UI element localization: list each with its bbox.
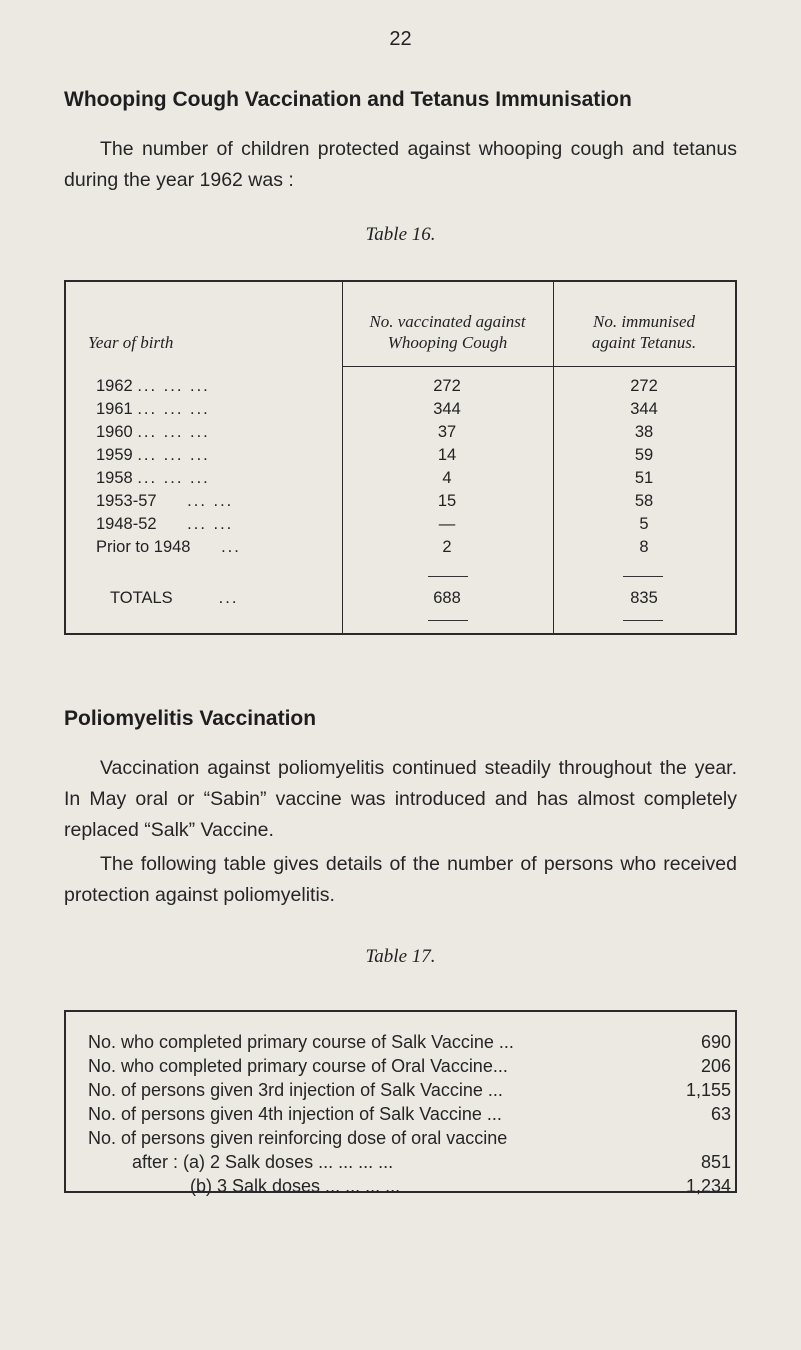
table-row — [66, 515, 735, 537]
leader-dots: ... ... — [187, 492, 234, 510]
tetanus-cell: 59 — [634, 446, 654, 464]
header-rule — [342, 366, 737, 367]
tetanus-cell: 8 — [639, 538, 649, 556]
leader-dots: ... — [218, 589, 239, 607]
sum-rule — [623, 576, 663, 577]
list-item — [88, 1056, 735, 1080]
item-label: No. who completed primary course of Oral Vaccine... — [88, 1056, 508, 1076]
tetanus-total: 835 — [630, 589, 658, 607]
year-cell — [96, 492, 233, 511]
sum-rule — [428, 576, 468, 577]
tetanus-cell: 51 — [634, 469, 654, 487]
year-value: Prior to 1948 — [96, 538, 191, 556]
table-row — [66, 538, 735, 560]
totals-label-cell — [110, 589, 238, 608]
item-label: No. who completed primary course of Salk Vaccine ... — [88, 1032, 514, 1052]
year-cell — [96, 515, 233, 534]
polio-text-1: Vaccination against poliomyelitis continued steadily throughout the year. In May oral or “Sabin” vaccine was introduced and has almost completely replaced “Salk” Vaccine. — [64, 757, 737, 841]
section-heading-poliomyelitis: Poliomyelitis Vaccination — [64, 707, 317, 730]
year-cell — [96, 538, 241, 557]
header-whooping-cough — [342, 311, 553, 353]
list-item — [88, 1128, 735, 1152]
leader-dots: ... ... — [187, 515, 234, 533]
polio-text-2: The following table gives details of the number of persons who received protection against poliomyelitis. — [64, 853, 737, 906]
polio-paragraph-2 — [64, 849, 737, 911]
page-number: 22 — [389, 28, 412, 50]
whooping-cell: 14 — [437, 446, 457, 464]
header-tetanus-line1: No. immunised — [593, 312, 695, 331]
totals-label: TOTALS — [110, 589, 173, 607]
section-heading-whooping-cough: Whooping Cough Vaccination and Tetanus Immunisation — [64, 88, 632, 111]
header-whooping-line2: Whooping Cough — [387, 333, 508, 352]
year-value: 1960 — [96, 423, 133, 441]
list-item — [88, 1152, 735, 1176]
item-value: 206 — [700, 1056, 731, 1076]
list-item — [88, 1080, 735, 1104]
item-label: No. of persons given 4th injection of Salk Vaccine ... — [88, 1104, 502, 1124]
leader-dots: ... ... ... — [137, 377, 210, 395]
table-row — [66, 469, 735, 491]
year-value: 1961 — [96, 400, 133, 418]
header-tetanus-line2: againt Tetanus. — [591, 333, 697, 352]
header-whooping-line1: No. vaccinated against — [369, 312, 526, 331]
polio-paragraph-1 — [64, 753, 737, 846]
year-value: 1959 — [96, 446, 133, 464]
item-label: No. of persons given 3rd injection of Salk Vaccine ... — [88, 1080, 503, 1100]
whooping-total: 688 — [433, 589, 461, 607]
leader-dots: ... ... ... — [137, 469, 210, 487]
tetanus-cell: 38 — [634, 423, 654, 441]
whooping-cell: 344 — [433, 400, 461, 418]
year-value: 1958 — [96, 469, 133, 487]
item-value: 1,155 — [685, 1080, 731, 1100]
year-cell — [96, 469, 210, 488]
leader-dots: ... ... ... — [137, 400, 210, 418]
table-row — [66, 423, 735, 445]
tetanus-cell: 344 — [630, 400, 658, 418]
year-cell — [96, 446, 210, 465]
year-value: 1953-57 — [96, 492, 157, 510]
item-label: (b) 3 Salk doses ... ... ... ... — [190, 1176, 401, 1196]
whooping-cell: 15 — [437, 492, 457, 510]
item-value: 851 — [700, 1152, 731, 1172]
tetanus-cell: 272 — [630, 377, 658, 395]
header-year-of-birth: Year of birth — [88, 333, 174, 352]
table-row — [66, 492, 735, 514]
whooping-cell: 272 — [433, 377, 461, 395]
table-17-caption: Table 17. — [365, 946, 436, 967]
whooping-cell: 2 — [442, 538, 452, 556]
table-row — [66, 377, 735, 399]
year-cell — [96, 400, 210, 419]
tetanus-cell: 5 — [639, 515, 649, 533]
list-item — [88, 1104, 735, 1128]
table-16 — [64, 280, 737, 635]
whooping-cell: 37 — [437, 423, 457, 441]
year-cell — [96, 377, 210, 396]
leader-dots: ... — [221, 538, 241, 556]
total-underline — [428, 620, 468, 621]
item-value: 63 — [710, 1104, 731, 1124]
year-value: 1948-52 — [96, 515, 157, 533]
leader-dots: ... ... ... — [137, 423, 210, 441]
item-label: No. of persons given reinforcing dose of oral vaccine — [88, 1128, 508, 1148]
item-label: after : (a) 2 Salk doses ... ... ... ... — [132, 1152, 394, 1172]
table-row — [66, 400, 735, 422]
totals-row — [66, 589, 735, 611]
table-16-caption: Table 16. — [365, 224, 436, 245]
item-value: 690 — [700, 1032, 731, 1052]
header-tetanus — [553, 311, 735, 353]
year-value: 1962 — [96, 377, 133, 395]
total-underline — [623, 620, 663, 621]
intro-paragraph — [64, 134, 737, 196]
table-row — [66, 446, 735, 468]
whooping-cell: 4 — [442, 469, 452, 487]
list-item — [88, 1176, 735, 1200]
whooping-cell: — — [438, 515, 456, 533]
intro-text: The number of children protected against whooping cough and tetanus during the year 1962 was : — [64, 138, 737, 191]
list-item — [88, 1032, 735, 1056]
year-cell — [96, 423, 210, 442]
table-17 — [64, 1010, 737, 1196]
leader-dots: ... ... ... — [137, 446, 210, 464]
item-value: 1,234 — [685, 1176, 731, 1196]
tetanus-cell: 58 — [634, 492, 654, 510]
